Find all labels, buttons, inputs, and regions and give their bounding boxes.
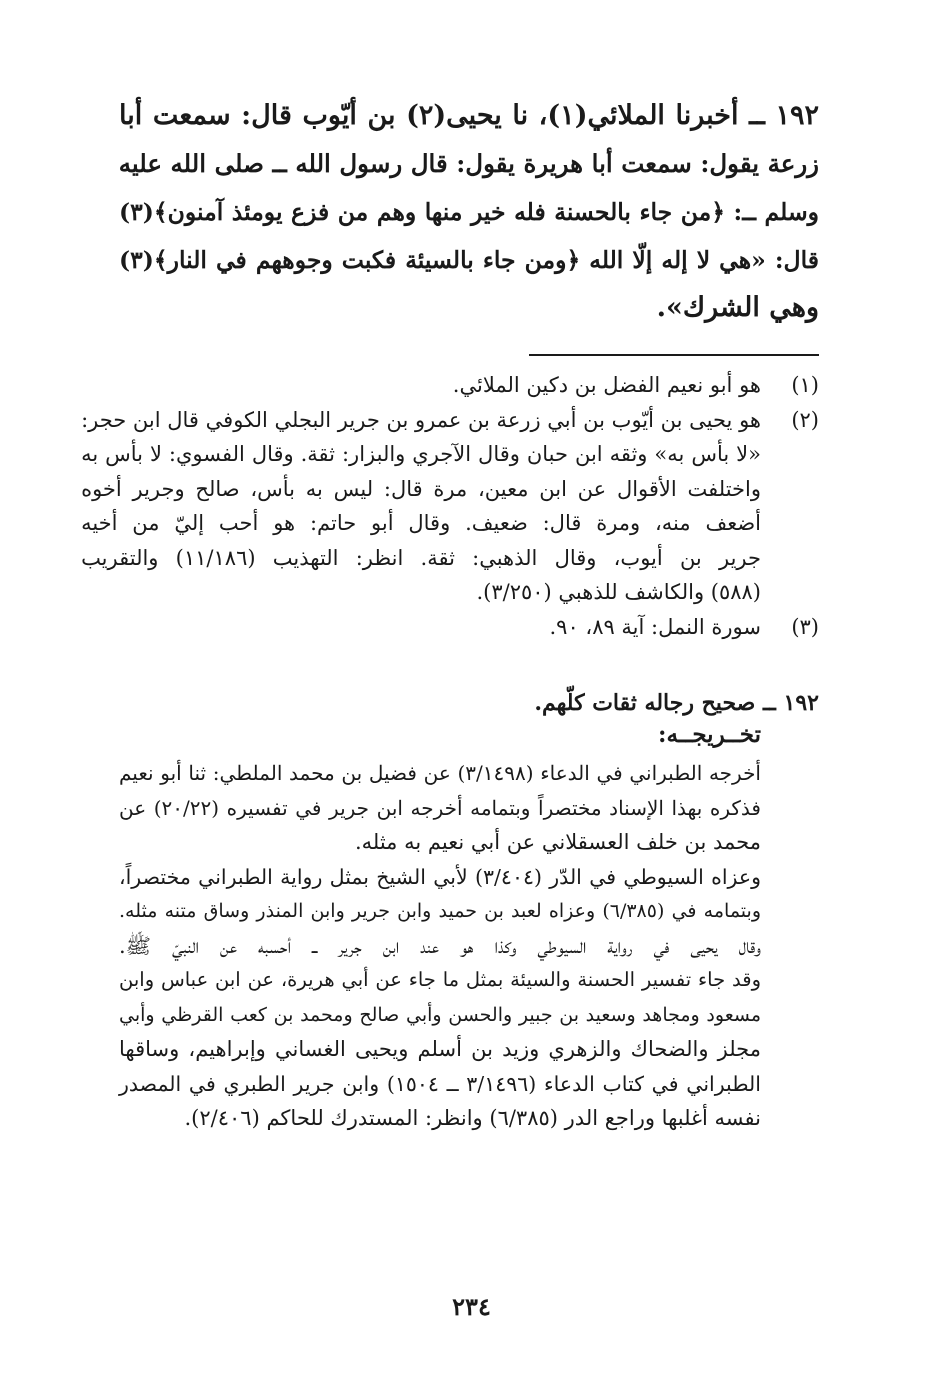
footnote-number: (١) bbox=[791, 373, 819, 397]
footnote-line: أضعف منه، ومرة قال: ضعيف. وقال أبو حاتم: هو أحب إليّ من أخيه bbox=[81, 511, 761, 535]
takhrij-line: فذكره بهذا الإسناد مختصراً وبتمامه أخرجه ابن جرير في تفسيره (٢٠/٢٢) عن bbox=[119, 795, 761, 820]
hadith-line: زرعة يقول: سمعت أبا هريرة يقول: قال رسول الله ــ صلى الله عليه bbox=[118, 149, 819, 178]
takhrij-line: وبتمامه في (٦/٣٨٥) وعزاه لعبد بن حميد وابن جرير وابن المنذر وساق متنه مثله. bbox=[119, 900, 761, 922]
takhrij-line: محمد بن خلف العسقلاني عن أبي نعيم به مثله. bbox=[354, 830, 761, 854]
page-number: ٢٣٤ bbox=[452, 1292, 491, 1321]
takhrij-text bbox=[119, 756, 761, 1136]
footnote-line: واختلفت الأقوال عن ابن معين، مرة قال: ليس به بأس، صالح وجرير أخوه bbox=[81, 476, 761, 501]
footnote-line: (٥٨٨) والكاشف للذهبي (٣/٢٥٠). bbox=[476, 580, 761, 604]
footnote-line: هو يحيى بن أيّوب بن أبي زرعة بن عمرو بن جرير البجلي الكوفي قال ابن حجر: bbox=[81, 407, 761, 432]
footnote-line: «لا بأس به» وثقه ابن حبان وقال الآجري والبزار: ثقة. وقال الفسوي: لا بأس به bbox=[81, 442, 761, 466]
footnote-number: (٢) bbox=[791, 407, 819, 432]
hadith-line: وهي الشرك». bbox=[656, 292, 819, 323]
hadith-line: وسلم ــ: ﴿من جاء بالحسنة فله خير منها وهم من فزع يومئذ آمنون﴾(٣) bbox=[119, 198, 819, 226]
takhrij-line: وعزاه السيوطي في الدّر (٣/٤٠٤) لأبي الشيخ بمثل رواية الطبراني مختصراً، bbox=[119, 864, 761, 889]
footnote-line: سورة النمل: آية ٨٩، ٩٠. bbox=[549, 614, 761, 639]
hadith-grading: ١٩٢ ــ صحيح رجاله ثقات كلّهم. bbox=[534, 690, 819, 716]
takhrij-line: نفسه أغلبها وراجع الدر (٦/٣٨٥) وانظر: المستدرك للحاكم (٢/٤٠٦). bbox=[184, 1106, 761, 1130]
takhrij-line: الطبراني في كتاب الدعاء (٣/١٤٩٦ ــ ١٥٠٤) وابن جرير الطبري في المصدر bbox=[119, 1071, 762, 1096]
footnote-separator bbox=[529, 354, 819, 356]
footnote-3 bbox=[119, 610, 819, 645]
footnote-line: هو أبو نعيم الفضل بن دكين الملائي. bbox=[452, 373, 761, 397]
hadith-line: قال: «هي لا إله إلّا الله ﴿ومن جاء بالسيئة فكبت وجوههم في النار﴾(٣) bbox=[119, 246, 819, 274]
takhrij-line: أخرجه الطبراني في الدعاء (٣/١٤٩٨) عن فضيل بن محمد الملطي: ثنا أبو نعيم bbox=[119, 761, 761, 785]
hadith-line: ١٩٢ ــ أخبرنا الملائي(١)، نا يحيى(٢) بن أيّوب قال: سمعت أبا bbox=[119, 100, 819, 131]
takhrij-line: وقال يحيى في رواية السيوطي وكذا هو عند ابن جرير ــ أحسبه عن النبيّ ﷺ. bbox=[119, 933, 761, 958]
footnote-2 bbox=[81, 403, 819, 610]
takhrij-line: مجلز والضحاك والزهري وزيد بن أسلم ويحيى الغساني وإبراهيم، وساقها bbox=[119, 1037, 761, 1061]
footnote-line: جرير بن أيوب، وقال الذهبي: ثقة. انظر: التهذيب (١١/١٨٦) والتقريب bbox=[81, 545, 761, 570]
takhrij-heading: تخــريجــه: bbox=[658, 721, 761, 748]
hadith-text bbox=[119, 92, 819, 332]
footnotes bbox=[81, 368, 819, 644]
footnote-number: (٣) bbox=[791, 614, 819, 639]
footnote-1 bbox=[119, 368, 819, 403]
takhrij-line: وقد جاء تفسير الحسنة والسيئة بمثل ما جاء عن أبي هريرة، عن ابن عباس وابن bbox=[119, 968, 761, 991]
takhrij-line: مسعود ومجاهد وسعيد بن جبير والحسن وأبي صالح ومحمد بن كعب القرظي وأبي bbox=[119, 1003, 761, 1026]
